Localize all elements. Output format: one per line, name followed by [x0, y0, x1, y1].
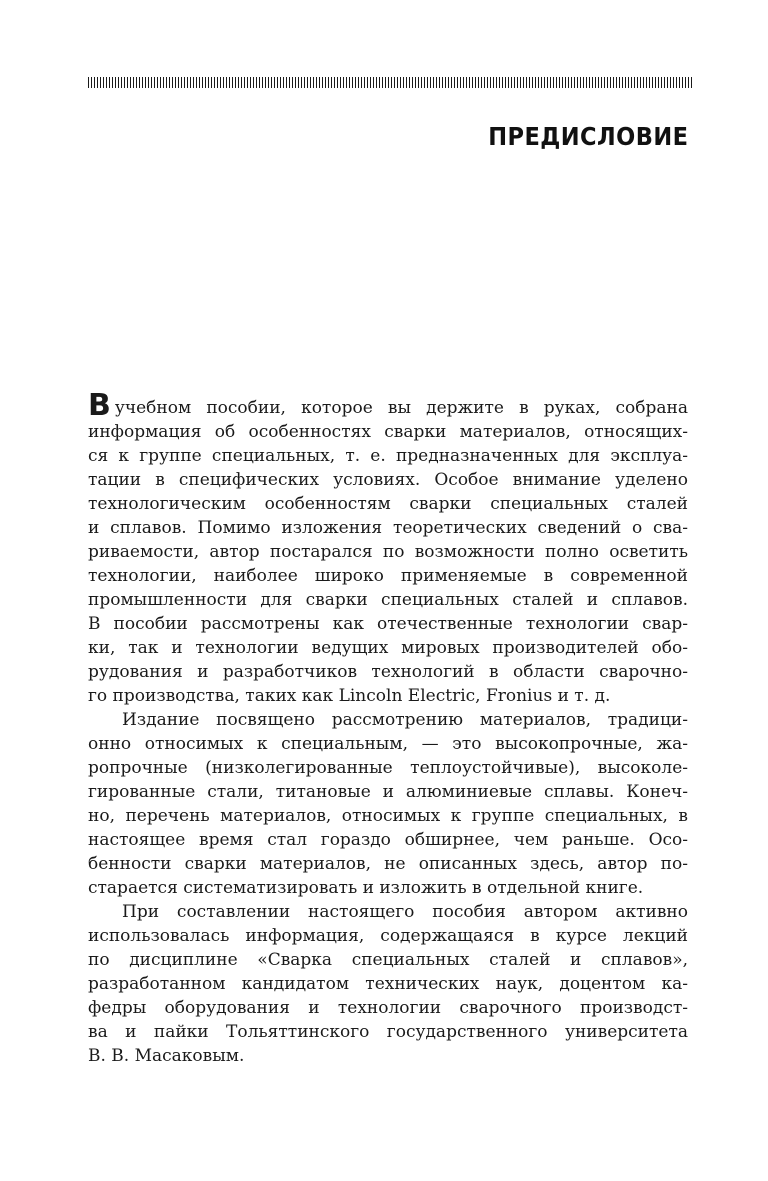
text-line: Издание посвящено рассмотрению материалов, традици-: [122, 710, 688, 730]
text-line: гированные стали, титановые и алюминиевые сплавы. Конеч-: [88, 782, 688, 802]
text-line: технологии, наиболее широко применяемые в современной: [88, 566, 688, 586]
text-line: информация об особенностях сварки материалов, относящих-: [88, 422, 688, 442]
page-title: ПРЕДИСЛОВИЕ: [487, 122, 688, 151]
text-line: но, перечень материалов, относимых к группе специальных, в: [88, 806, 688, 826]
text-line: и сплавов. Помимо изложения теоретических сведений о сва-: [88, 518, 688, 538]
text-line: В. В. Масаковым.: [88, 1046, 245, 1066]
text-line: технологическим особенностям сварки специальных сталей: [88, 494, 688, 514]
header-rule: [88, 77, 692, 88]
text-line: настоящее время стал гораздо обширнее, чем раньше. Осо-: [88, 830, 688, 850]
drop-cap: В: [88, 388, 111, 423]
text-line: Вучебном пособии, которое вы держите в руках, собрана: [88, 388, 688, 423]
text-line: При составлении настоящего пособия автором активно: [122, 902, 688, 922]
text-line: рудования и разработчиков технологий в области сварочно-: [88, 662, 688, 682]
text-line: бенности сварки материалов, не описанных здесь, автор по-: [88, 854, 688, 874]
text-line: по дисциплине «Сварка специальных сталей и сплавов»,: [88, 950, 688, 970]
text-line: ропрочные (низколегированные теплоустойчивые), высоколе-: [88, 758, 688, 778]
text-line: ки, так и технологии ведущих мировых производителей обо-: [88, 638, 688, 658]
text-line: федры оборудования и технологии сварочного производст-: [88, 998, 688, 1018]
text-line: разработанном кандидатом технических наук, доцентом ка-: [88, 974, 688, 994]
text-line: В пособии рассмотрены как отечественные технологии свар-: [88, 614, 688, 634]
text-line: го производства, таких как Lincoln Electric, Fronius и т. д.: [88, 686, 611, 706]
text-line: старается систематизировать и изложить в отдельной книге.: [88, 878, 644, 898]
text-line: онно относимых к специальным, — это высокопрочные, жа-: [88, 734, 688, 754]
text-line: ва и пайки Тольяттинского государственного университета: [88, 1022, 688, 1042]
text-line: ся к группе специальных, т. е. предназначенных для эксплуа-: [88, 446, 688, 466]
text-line: использовалась информация, содержащаяся в курсе лекций: [88, 926, 688, 946]
text-line: промышленности для сварки специальных сталей и сплавов.: [88, 590, 688, 610]
text-line: риваемости, автор постарался по возможности полно осветить: [88, 542, 688, 562]
text-line: тации в специфических условиях. Особое внимание уделено: [88, 470, 688, 490]
body-text: [88, 388, 688, 1068]
